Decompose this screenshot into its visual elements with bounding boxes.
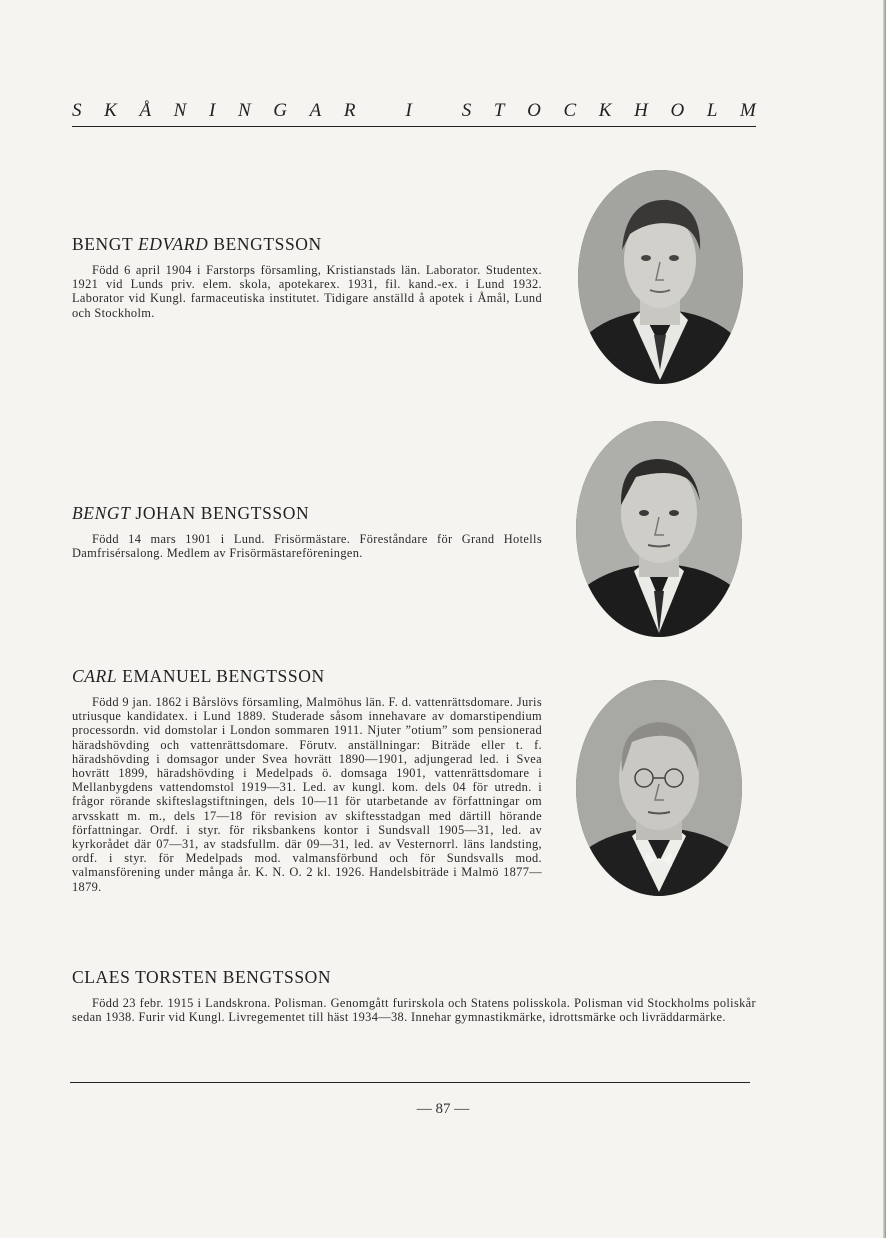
header-letter: H <box>634 100 648 121</box>
header-letter: S <box>72 100 82 121</box>
entry-bio: Född 23 febr. 1915 i Landskrona. Polisman. Genomgått furirskola och Statens polisskola. Polisman vid Stockholms poliskår sedan 1938. Furir vid Kungl. Livregementet till häst 1934—38. Innehar gymnastikmärke, idrottsmärke och livräddarmärke. <box>72 996 756 1025</box>
entry-name <box>72 234 542 255</box>
header-letter: K <box>104 100 117 121</box>
header-letter: C <box>563 100 577 121</box>
header-letter: R <box>343 100 356 121</box>
entry-bio: Född 9 jan. 1862 i Bårslövs församling, Malmöhus län. F. d. vattenrättsdomare. Juris utriusque kandidatex. i Lund 1889. Studerade såsom innehavare av domarstipendium processordn. vid domstolar i London sommaren 1911. Njuter ”otium” som pensionerad häradshövding och vattenrättsdomare. Förutv. anställningar: Biträde eller t. f. häradshövding i domsagor under Svea hovrätt 1890—1901, adjungerad led. i Svea hovrätt 1899, häradshövding i Medelpads ö. domsaga 1901, vattenrättsdomare i Mellanbygdens vattendomstol 1919—31. Led. av kungl. kom. dels 04 för utredn. i frågor rörande skifteslagstiftningen, dels 10—11 för utarbetande av författningar om arvsskatt m. m., dels 17—18 för revision av skiftesstadgan med därtill hörande författningar. Ordf. i styr. för riksbankens kontor i Sundsvall 1905—31, led. av kyrkorådet där 07—31, av stadsfullm. där 09—31, led. av Vesternorrl. läns landsting, ordf. i styr. för Medelpads mod. valmansförbund och för Sundsvalls mod. valmansförening under många år. K. N. O. 2 kl. 1926. Handelsbiträde i Malmö 1877—1879. <box>72 695 542 894</box>
header-letter: O <box>670 100 685 121</box>
header-letter: G <box>273 100 287 121</box>
name-italic: CARL <box>72 666 118 686</box>
header-letter: I <box>405 100 412 121</box>
header-letter: I <box>208 100 216 121</box>
header-letter: A <box>309 100 322 121</box>
header-letter: O <box>527 100 541 121</box>
portrait-image <box>576 421 742 637</box>
entry-name <box>72 503 542 524</box>
biography-entry <box>72 967 756 1024</box>
name-part: EMANUEL BENGTSSON <box>117 666 325 686</box>
running-header <box>72 100 756 122</box>
header-spacer <box>434 100 439 122</box>
header-letter: T <box>493 100 505 121</box>
name-part: CLAES TORSTEN BENGTSSON <box>72 967 332 987</box>
portrait-image <box>578 170 743 384</box>
entry-bio: Född 6 april 1904 i Farstorps församling, Kristianstads län. Laborator. Studentex. 1921 vid Lunds priv. elem. skola, apotekarex. 1931, fil. kand.-ex. i Lund 1932. Laborator vid Kungl. farmaceutiska institutet. Tidigare anställd å apotek i Åmål, Lund och Stockholm. <box>72 263 542 320</box>
biography-entry <box>72 503 542 560</box>
entry-name <box>72 967 756 988</box>
biography-entry <box>72 234 542 320</box>
header-letter: K <box>598 100 612 121</box>
name-part: BENGTSSON <box>208 234 322 254</box>
portrait-photo <box>578 170 743 384</box>
page-number: — 87 — <box>416 1101 470 1117</box>
header-letter: N <box>237 100 251 121</box>
header-letter: Å <box>139 100 152 121</box>
header-letter: N <box>173 100 187 121</box>
name-part: JOHAN BENGTSSON <box>130 503 310 523</box>
biography-entry <box>72 666 542 894</box>
portrait-image <box>576 680 742 896</box>
footer-rule <box>70 1082 750 1083</box>
header-letter: S <box>461 100 472 121</box>
header-letter: M <box>740 100 756 121</box>
header-spacer <box>378 100 383 122</box>
entry-name <box>72 666 542 687</box>
entry-bio: Född 14 mars 1901 i Lund. Frisörmästare. Föreståndare för Grand Hotells Damfrisérsalong. Medlem av Frisörmästareföreningen. <box>72 532 542 561</box>
header-letter: L <box>706 100 718 121</box>
portrait-photo <box>576 421 742 637</box>
portrait-photo <box>576 680 742 896</box>
name-italic: BENGT <box>72 503 131 523</box>
header-rule <box>72 126 756 127</box>
name-italic: EDVARD <box>138 234 209 254</box>
name-part: BENGT <box>72 234 138 254</box>
